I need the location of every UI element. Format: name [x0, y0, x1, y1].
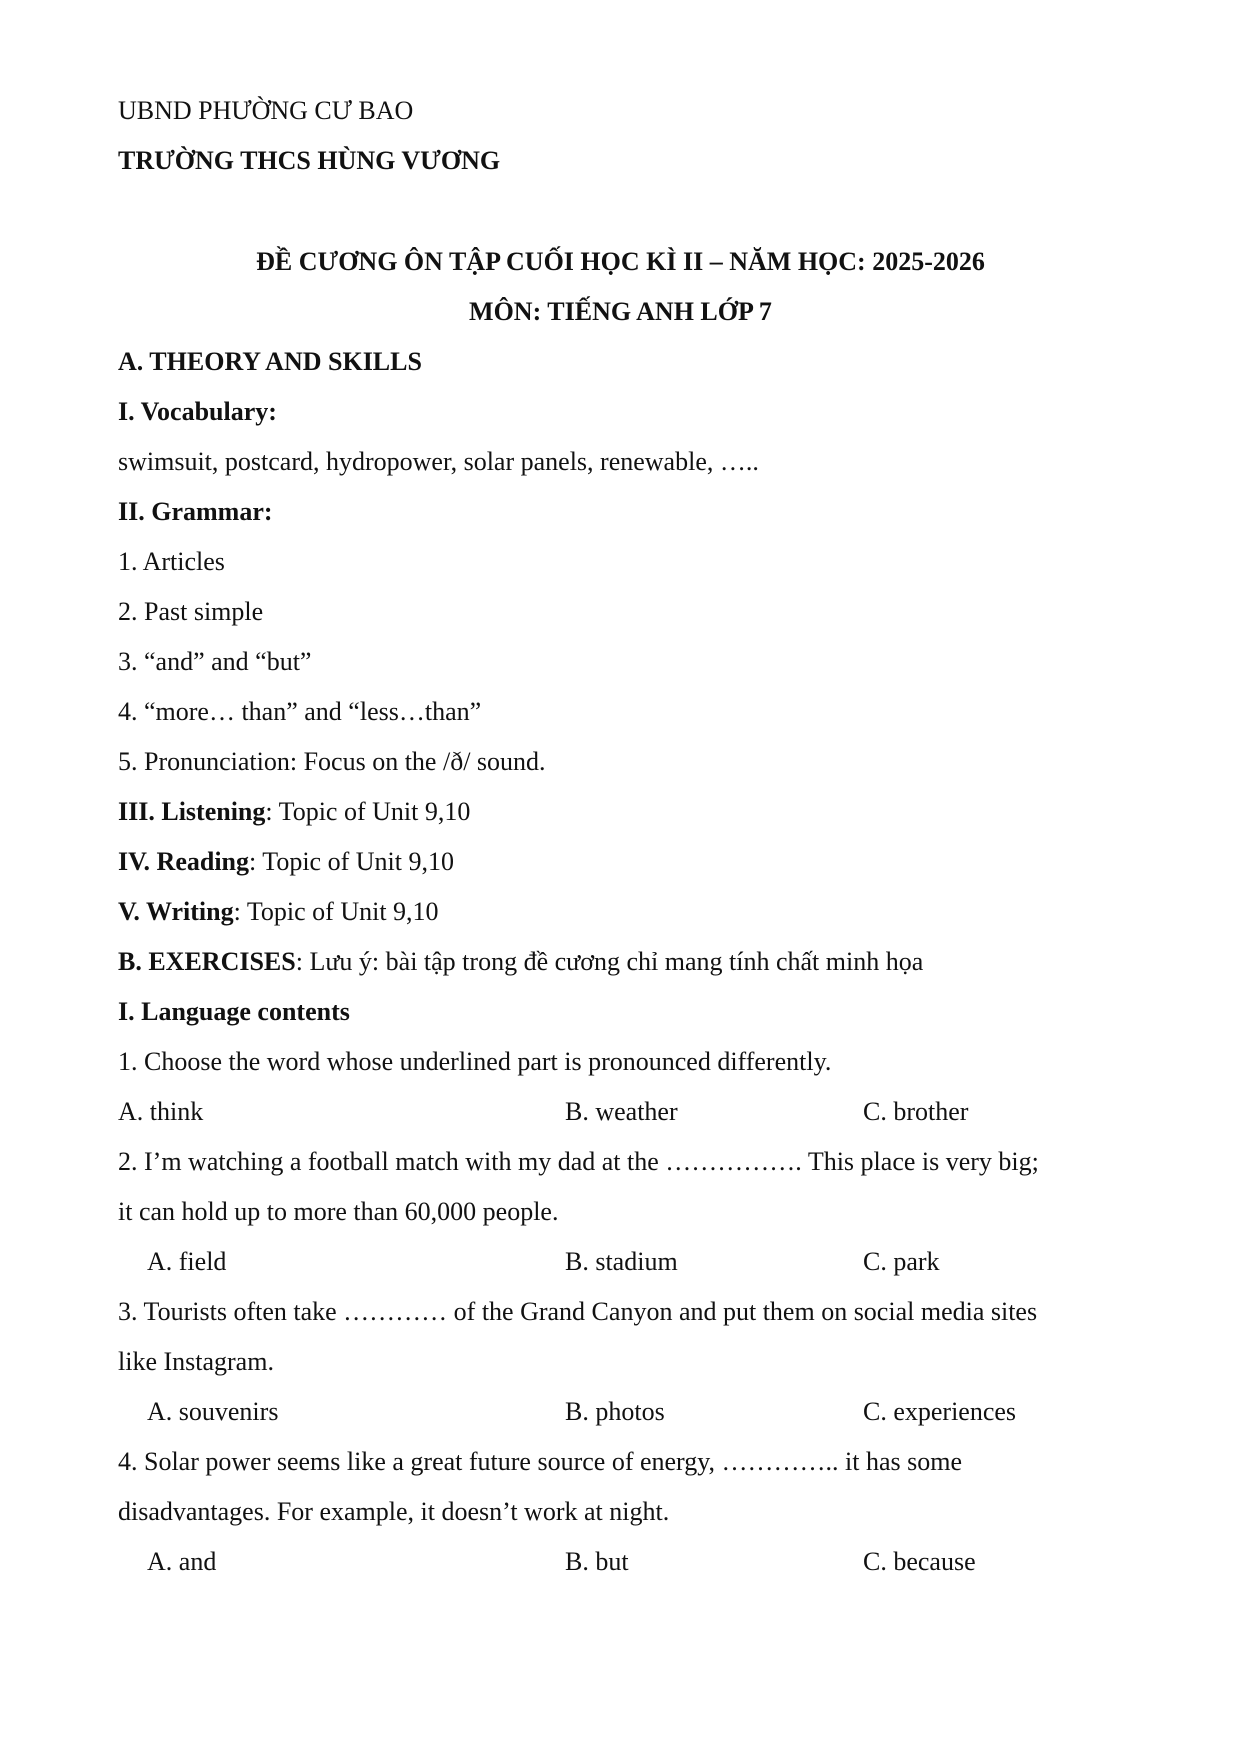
listening-line	[118, 797, 470, 827]
question-1-option-b: B. weather	[565, 1097, 678, 1126]
language-contents-heading: I. Language contents	[118, 997, 350, 1026]
grammar-item: 1. Articles	[118, 547, 225, 576]
question-3-text: 3. Tourists often take ………… of the Grand Canyon and put them on social media sites	[118, 1297, 1038, 1326]
writing-text: : Topic of Unit 9,10	[233, 897, 439, 926]
vocabulary-heading: I. Vocabulary:	[118, 397, 277, 426]
question-1-option-a: A. think	[118, 1097, 204, 1126]
reading-line	[118, 847, 454, 877]
question-3-option-a: A. souvenirs	[147, 1397, 279, 1426]
question-4-option-b: B. but	[565, 1547, 629, 1576]
question-2-text-cont: it can hold up to more than 60,000 people.	[118, 1197, 559, 1226]
section-b-line	[118, 947, 923, 977]
question-2-option-c: C. park	[863, 1247, 940, 1276]
grammar-item: 2. Past simple	[118, 597, 264, 626]
listening-text: : Topic of Unit 9,10	[265, 797, 471, 826]
question-1-text: 1. Choose the word whose underlined part is pronounced differently.	[118, 1047, 832, 1076]
reading-text: : Topic of Unit 9,10	[249, 847, 454, 876]
question-2-text: 2. I’m watching a football match with my dad at the ……………. This place is very big;	[118, 1147, 1039, 1176]
grammar-item: 3. “and” and “but”	[118, 647, 312, 676]
question-3-option-c: C. experiences	[863, 1397, 1017, 1426]
question-1-option-c: C. brother	[863, 1097, 969, 1126]
question-4-option-c: C. because	[863, 1547, 976, 1576]
question-4-text-cont: disadvantages. For example, it doesn’t work at night.	[118, 1497, 670, 1526]
grammar-heading: II. Grammar:	[118, 497, 273, 526]
section-a-heading: A. THEORY AND SKILLS	[118, 347, 422, 376]
reading-label: IV. Reading	[118, 847, 250, 876]
school-name: TRƯỜNG THCS HÙNG VƯƠNG	[118, 146, 501, 175]
writing-label: V. Writing	[118, 897, 234, 926]
document-title: ĐỀ CƯƠNG ÔN TẬP CUỐI HỌC KÌ II – NĂM HỌC: 2025-2026	[256, 247, 985, 276]
question-2-option-b: B. stadium	[565, 1247, 678, 1276]
writing-line	[118, 897, 439, 927]
grammar-item: 5. Pronunciation: Focus on the /ð/ sound.	[118, 747, 546, 776]
question-4-text: 4. Solar power seems like a great future source of energy, ………….. it has some	[118, 1447, 963, 1476]
grammar-item: 4. “more… than” and “less…than”	[118, 697, 482, 726]
listening-label: III. Listening	[118, 797, 266, 826]
question-3-text-cont: like Instagram.	[118, 1347, 274, 1376]
vocabulary-list: swimsuit, postcard, hydropower, solar panels, renewable, …..	[118, 447, 759, 476]
subject-title: MÔN: TIẾNG ANH LỚP 7	[469, 297, 772, 326]
question-2-option-a: A. field	[147, 1247, 227, 1276]
question-4-option-a: A. and	[147, 1547, 217, 1576]
authority-name: UBND PHƯỜNG CƯ BAO	[118, 96, 414, 125]
section-b-heading: B. EXERCISES	[118, 947, 296, 976]
section-b-note: : Lưu ý: bài tập trong đề cương chỉ mang tính chất minh họa	[295, 947, 924, 976]
question-3-option-b: B. photos	[565, 1397, 665, 1426]
